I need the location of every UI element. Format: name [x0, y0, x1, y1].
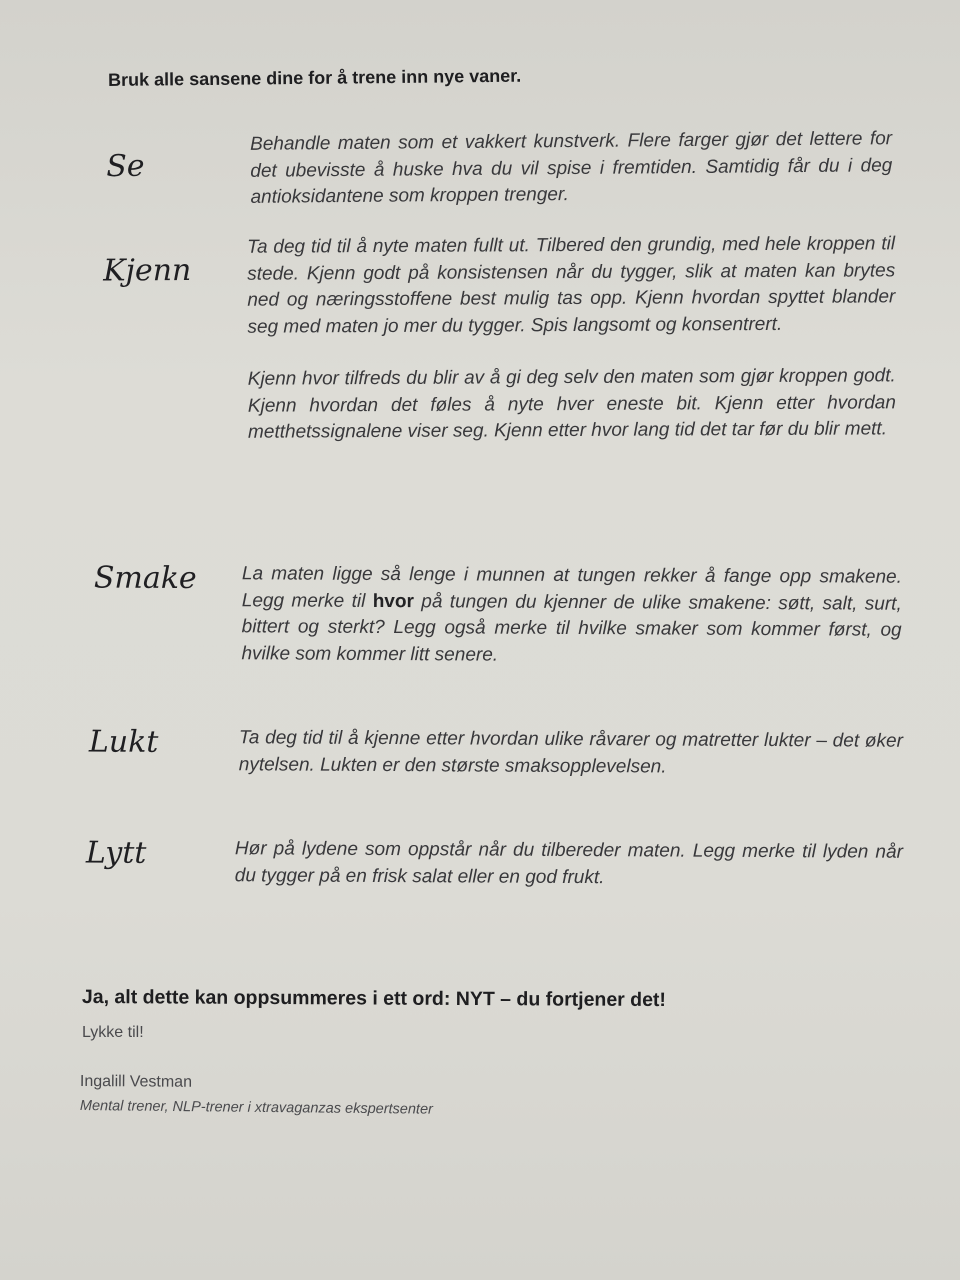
sense-desc-smake: [241, 561, 902, 670]
page-heading: Bruk alle sansene dine for å trene inn nye vaner.: [108, 65, 522, 90]
signature-name: Ingalill Vestman: [79, 1073, 193, 1091]
sense-term-se: Se: [106, 148, 145, 185]
sense-term-lytt: Lytt: [85, 835, 147, 871]
sense-paragraph: Ta deg tid til å kjenne etter hvordan ulike råvarer og matretter lukter – det øker nytelsen. Lukten er den største smaksopplevelsen.: [238, 727, 903, 777]
sense-term-kjenn: Kjenn: [103, 252, 192, 289]
sense-row-kjenn: [0, 231, 960, 443]
summary-text: Ja, alt dette kan oppsummeres i ett ord: NYT – du fortjener det!: [81, 986, 667, 1012]
sense-paragraph-text: La maten ligge så lenge i munnen at tungen rekker å fange opp smakene. Legg merke til: [241, 563, 902, 612]
sense-row-lukt: [0, 724, 960, 777]
sense-row-se: [0, 126, 960, 208]
sense-paragraph-text: på tungen du kjenner de ulike smakene: søtt, salt, surt, bittert og sterkt? Legg også merke til hvilke smaker som kommer først, og hvilke som kommer litt senere.: [241, 590, 902, 666]
sense-desc-lukt: [239, 725, 903, 781]
sense-term-lukt: Lukt: [88, 724, 159, 760]
sense-desc-kjenn: [247, 231, 896, 446]
sense-paragraph: [241, 561, 902, 670]
sense-paragraph: Kjenn hvor tilfreds du blir av å gi deg selv den maten som gjør kroppen godt. Kjenn hvordan det føles å nyte hver eneste bit. Kjenn etter hvordan metthetssignalene viser seg. Kjenn etter hvor lang tid det tar før du blir mett.: [247, 365, 896, 443]
sense-paragraph: Hør på lydene som oppstår når du tilbereder maten. Legg merke til lyden når du tygger på en frisk salat eller en god frukt.: [234, 838, 903, 888]
closing-text: Lykke til!: [82, 1024, 144, 1041]
sense-term-smake: Smake: [93, 560, 197, 597]
sense-paragraph: Ta deg tid til å nyte maten fullt ut. Tilbered den grundig, med hele kroppen til stede. Kjenn godt på konsistensen når du tygger, slik at maten kan brytes ned og næringsstoffene best mulig tas opp. Kjenn hvordan spyttet blander seg med maten jo mer du tygger. Spis langsomt og konsentrert.: [247, 233, 896, 338]
sense-row-lytt: [0, 835, 960, 888]
sense-paragraph: Behandle maten som et vakkert kunstverk. Flere farger gjør det lettere for det ubevisste å huske hva du vil spise i fremtiden. Samtidig får du i deg antioksidantene som kroppen trenger.: [250, 128, 893, 208]
signature-title: Mental trener, NLP-trener i xtravaganzas ekspertsenter: [79, 1098, 433, 1118]
sense-desc-se: [250, 126, 893, 211]
emphasis-word: hvor: [372, 590, 414, 612]
sense-desc-lytt: [235, 836, 903, 892]
sense-row-smake: [0, 560, 960, 666]
